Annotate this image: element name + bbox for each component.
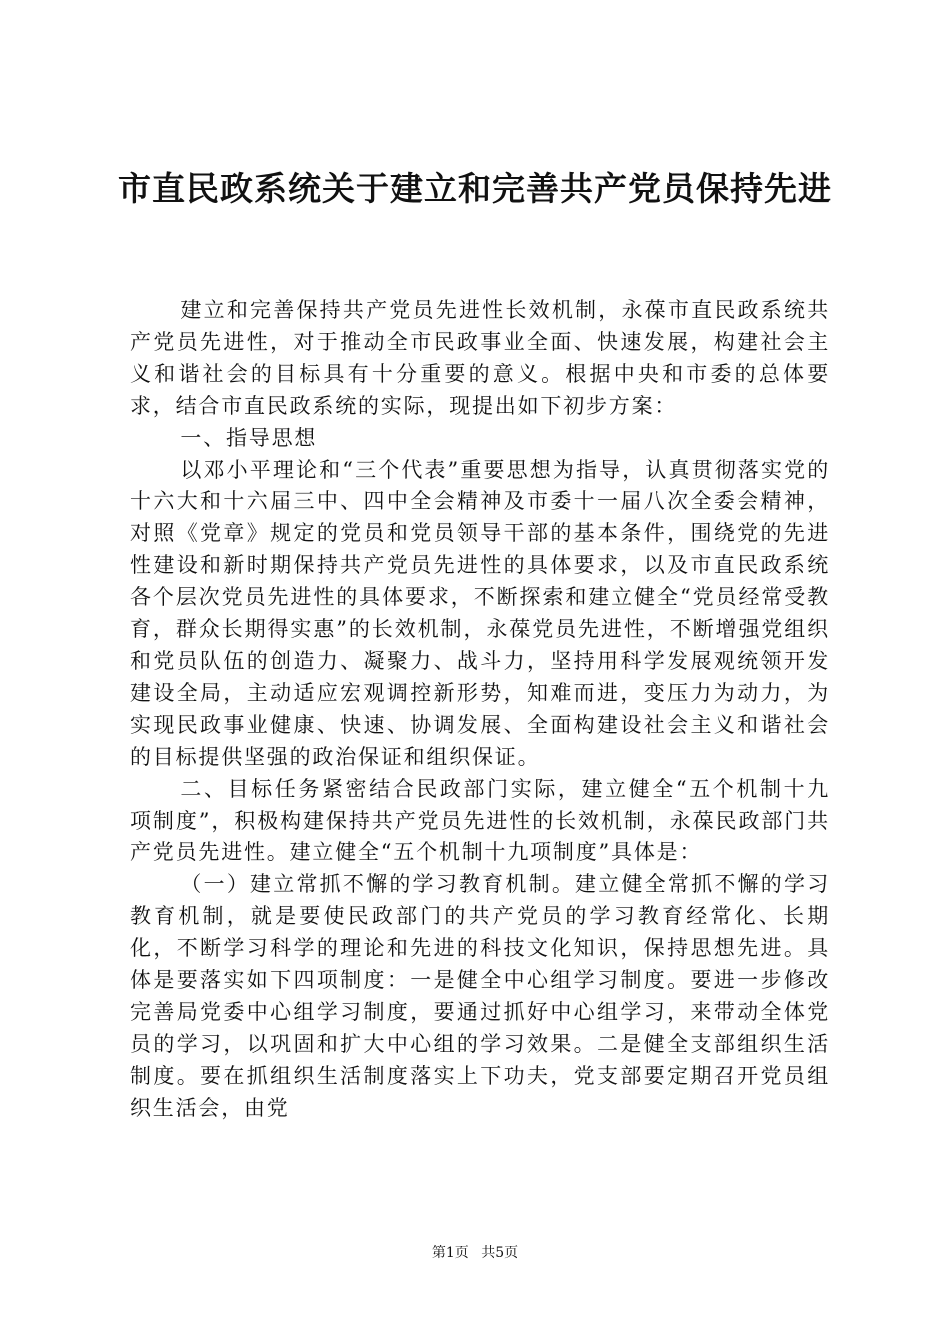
paragraph-learning-mechanism: （一）建立常抓不懈的学习教育机制。建立健全常抓不懈的学习教育机制，就是要使民政部门的共产党员的学习教育经常化、长期化，不断学习科学的理论和先进的科技文化知识，保持思想先进。具体是要落实如下四项制度：一是健全中心组学习制度。要进一步修改完善局党委中心组学习制度，要通过抓好中心组学习，来带动全体党员的学习，以巩固和扩大中心组的学习效果。二是健全支部组织生活制度。要在抓组织生活制度落实上下功夫，党支部要定期召开党员组织生活会，由党: [130, 872, 830, 1120]
paragraph-goals-tasks: 二、目标任务紧密结合民政部门实际，建立健全“五个机制十九项制度”，积极构建保持共产党员先进性的长效机制，永葆民政部门共产党员先进性。建立健全“五个机制十九项制度”具体是：: [130, 776, 830, 865]
page-total: 共5页: [481, 1245, 519, 1261]
page-number: 第1页: [431, 1245, 469, 1261]
document-body: [130, 295, 830, 1125]
document-title: 市直民政系统关于建立和完善共产党员保持先进: [118, 169, 832, 208]
page-footer: [0, 1243, 950, 1263]
paragraph-intro: 建立和完善保持共产党员先进性长效机制，永葆市直民政系统共产党员先进性，对于推动全市民政事业全面、快速发展，构建社会主义和谐社会的目标具有十分重要的意义。根据中央和市委的总体要求，结合市直民政系统的实际，现提出如下初步方案：: [130, 298, 830, 418]
paragraph-guiding-ideology: 以邓小平理论和“三个代表”重要思想为指导，认真贯彻落实党的十六大和十六届三中、四中全会精神及市委十一届八次全委会精神，对照《党章》规定的党员和党员领导干部的基本条件，围绕党的先进性建设和新时期保持共产党员先进性的具体要求，以及市直民政系统各个层次党员先进性的具体要求，不断探索和建立健全“党员经常受教育，群众长期得实惠”的长效机制，永葆党员先进性，不断增强党组织和党员队伍的创造力、凝聚力、战斗力，坚持用科学发展观统领开发建设全局，主动适应宏观调控新形势，知难而进，变压力为动力，为实现民政事业健康、快速、协调发展、全面构建设社会主义和谐社会的目标提供坚强的政治保证和组织保证。: [130, 457, 830, 769]
section-heading-guiding-ideology: 一、指导思想: [180, 425, 318, 450]
